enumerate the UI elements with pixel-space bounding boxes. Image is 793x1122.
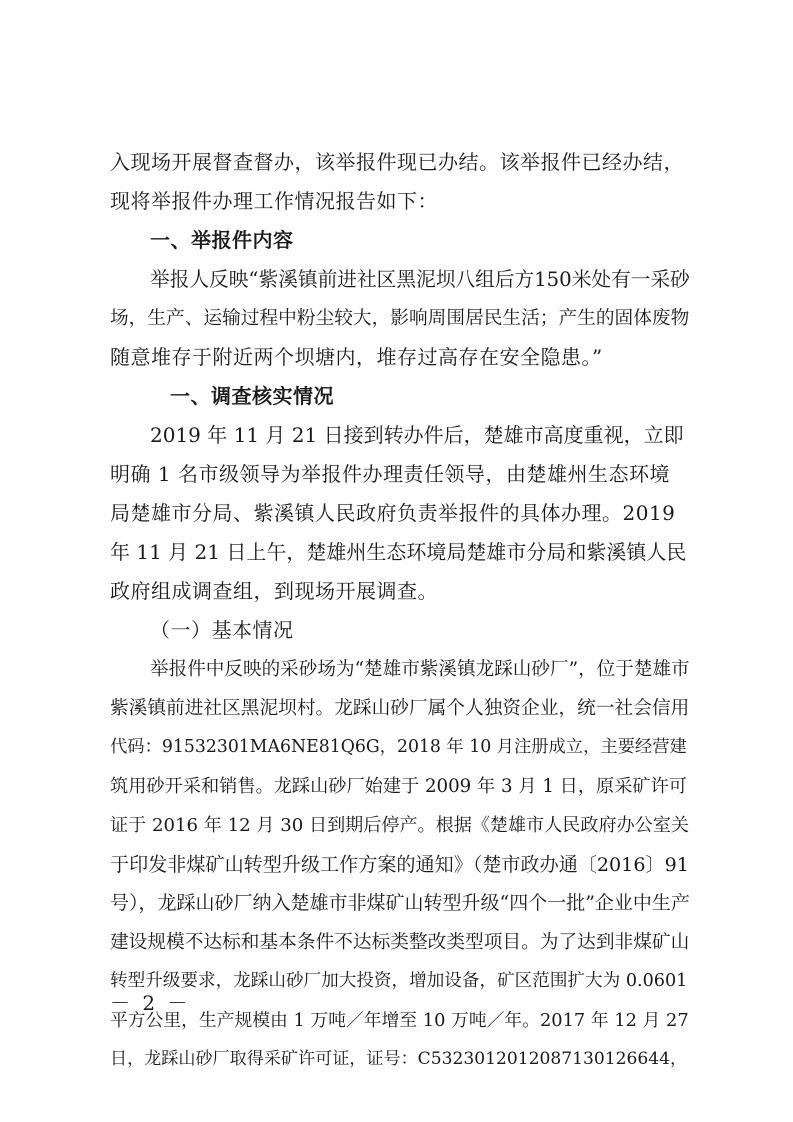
paragraph-line: 举报人反映“紫溪镇前进社区黑泥坝八组后方150米处有一采砂 [150,268,690,291]
paragraph-line: 于印发非煤矿山转型升级工作方案的通知》（楚市政办通〔2016〕91 [110,853,689,876]
paragraph-line: 证于 2016 年 12 月 30 日到期后停产。根据《楚雄市人民政府办公室关 [110,815,689,836]
paragraph-line: （一）基本情况 [150,618,294,642]
paragraph-line: 代码：91532301MA6NE81Q6G，2018 年 10 月注册成立，主要经营建 [110,737,687,757]
paragraph-line: 现将举报件办理工作情况报告如下： [110,189,438,213]
paragraph-line: 随意堆存于附近两个坝塘内，堆存过高存在安全隐患。” [110,345,603,369]
paragraph-line: 号），龙踩山砂厂纳入楚雄市非煤矿山转型升级“四个一批”企业中生产 [110,892,690,914]
paragraph-line: 年 11 月 21 日上午，楚雄州生态环境局楚雄市分局和紫溪镇人民 [110,540,687,564]
document-body [110,143,690,1079]
paragraph-line: 入现场开展督查督办，该举报件现已办结。该举报件已经办结， [110,150,684,174]
paragraph-line: 平方公里，生产规模由 1 万吨／年增至 10 万吨／年。2017 年 12 月 27 [110,1010,689,1031]
section-heading: 一、调查核实情况 [170,384,334,408]
paragraph-line: 局楚雄市分局、紫溪镇人民政府负责举报件的具体办理。2019 [110,501,676,525]
paragraph-line: 明确 1 名市级领导为举报件办理责任领导，由楚雄州生态环境 [110,462,670,486]
paragraph-line: 日，龙踩山砂厂取得采矿许可证，证号：C5323012012087130126644， [110,1049,688,1069]
paragraph-line: 举报件中反映的采砂场为“楚雄市紫溪镇龙踩山砂厂”，位于楚雄市 [150,659,690,680]
paragraph-line: 筑用砂开采和销售。龙踩山砂厂始建于 2009 年 3 月 1 日，原采矿许可 [110,776,687,797]
paragraph-line: 转型升级要求，龙踩山砂厂加大投资，增加设备，矿区范围扩大为 0.0601 [110,971,688,991]
page-number: － 2 － [110,991,191,1015]
paragraph-line: 2019 年 11 月 21 日接到转办件后，楚雄市高度重视，立即 [150,423,684,447]
paragraph-line: 建设规模不达标和基本条件不达标类整改类型项目。为了达到非煤矿山 [110,932,690,953]
section-heading: 一、举报件内容 [150,228,294,252]
paragraph-line: 紫溪镇前进社区黑泥坝村。龙踩山砂厂属个人独资企业，统一社会信用 [110,698,690,719]
paragraph-line: 场，生产、运输过程中粉尘较大，影响周围居民生活；产生的固体废物 [110,308,690,329]
paragraph-line: 政府组成调查组，到现场开展调查。 [110,579,438,603]
